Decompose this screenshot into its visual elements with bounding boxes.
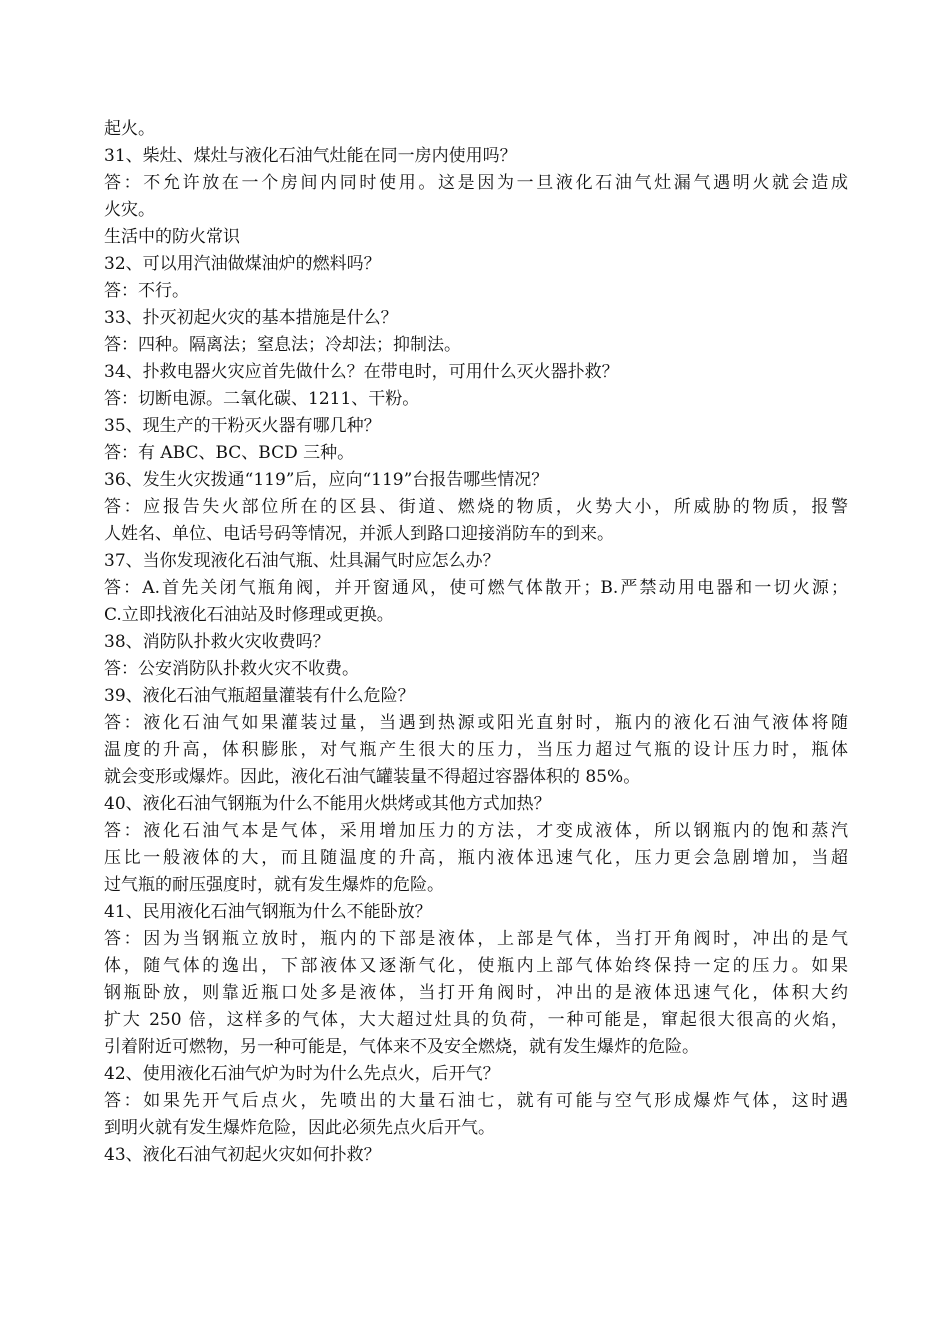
text-line: 过气瓶的耐压强度时，就有发生爆炸的危险。 [104,875,444,895]
text-line: 生活中的防火常识 [104,227,240,247]
text-line: 压比一般液体的大，而且随温度的升高，瓶内液体迅速气化，压力更会急剧增加，当超 [104,848,848,868]
text-line: C.立即找液化石油站及时修理或更换。 [104,605,394,625]
text-line: 火灾。 [104,200,155,220]
text-line: 答：液化石油气如果灌装过量，当遇到热源或阳光直射时，瓶内的液化石油气液体将随 [104,713,848,733]
text-line: 答：有 ABC、BC、BCD 三种。 [104,443,355,463]
text-line: 32、可以用汽油做煤油炉的燃料吗？ [104,254,381,274]
text-line: 起火。 [104,119,155,139]
text-line: 答：液化石油气本是气体，采用增加压力的方法，才变成液体，所以钢瓶内的饱和蒸汽 [104,821,848,841]
text-line: 答：不允许放在一个房间内同时使用。这是因为一旦液化石油气灶漏气遇明火就会造成 [104,173,848,193]
text-line: 答：切断电源。二氧化碳、1211、干粉。 [104,389,420,409]
text-line: 42、使用液化石油气炉为时为什么先点火，后开气？ [104,1064,500,1084]
text-line: 36、发生火灾拨通“119”后，应向“119”台报告哪些情况？ [104,470,549,490]
text-line: 钢瓶卧放，则靠近瓶口处多是液体，当打开角阀时，冲出的是液体迅速气化，体积大约 [104,983,848,1003]
text-line: 31、柴灶、煤灶与液化石油气灶能在同一房内使用吗？ [104,146,517,166]
text-line: 扩大 250 倍，这样多的气体，大大超过灶具的负荷，一种可能是，窜起很大很高的火焰， [104,1010,848,1030]
text-line: 40、液化石油气钢瓶为什么不能用火烘烤或其他方式加热？ [104,794,551,814]
text-line: 33、扑灭初起火灾的基本措施是什么？ [104,308,398,328]
text-line: 温度的升高，体积膨胀，对气瓶产生很大的压力，当压力超过气瓶的设计压力时，瓶体 [104,740,848,760]
text-line: 到明火就有发生爆炸危险，因此必须先点火后开气。 [104,1118,495,1138]
document-body [104,116,848,1169]
text-line: 41、民用液化石油气钢瓶为什么不能卧放？ [104,902,432,922]
text-line: 体，随气体的逸出，下部液体又逐渐气化，使瓶内上部气体始终保持一定的压力。如果 [104,956,848,976]
text-line: 43、液化石油气初起火灾如何扑救？ [104,1145,381,1165]
text-line: 就会变形或爆炸。因此，液化石油气罐装量不得超过容器体积的 85%。 [104,767,641,787]
text-line: 人姓名、单位、电话号码等情况，并派人到路口迎接消防车的到来。 [104,524,614,544]
text-line: 答：公安消防队扑救火灾不收费。 [104,659,359,679]
text-line: 引着附近可燃物，另一种可能是，气体来不及安全燃烧，就有发生爆炸的危险。 [104,1037,699,1057]
text-line: 35、现生产的干粉灭火器有哪几种？ [104,416,381,436]
text-line: 答：四种。隔离法；窒息法；冷却法；抑制法。 [104,335,461,355]
text-line: 38、消防队扑救火灾收费吗？ [104,632,330,652]
text-line: 34、扑救电器火灾应首先做什么？在带电时，可用什么灭火器扑救？ [104,362,619,382]
text-line: 答：因为当钢瓶立放时，瓶内的下部是液体，上部是气体，当打开角阀时，冲出的是气 [104,929,848,949]
text-line: 答：不行。 [104,281,189,301]
text-line: 37、当你发现液化石油气瓶、灶具漏气时应怎么办？ [104,551,500,571]
text-line: 39、液化石油气瓶超量灌装有什么危险？ [104,686,415,706]
text-line: 答：A.首先关闭气瓶角阀，并开窗通风，使可燃气体散开；B.严禁动用电器和一切火源； [104,578,848,598]
text-line: 答：应报告失火部位所在的区县、街道、燃烧的物质，火势大小，所威胁的物质，报警 [104,497,848,517]
text-line: 答：如果先开气后点火，先喷出的大量石油七，就有可能与空气形成爆炸气体，这时遇 [104,1091,848,1111]
